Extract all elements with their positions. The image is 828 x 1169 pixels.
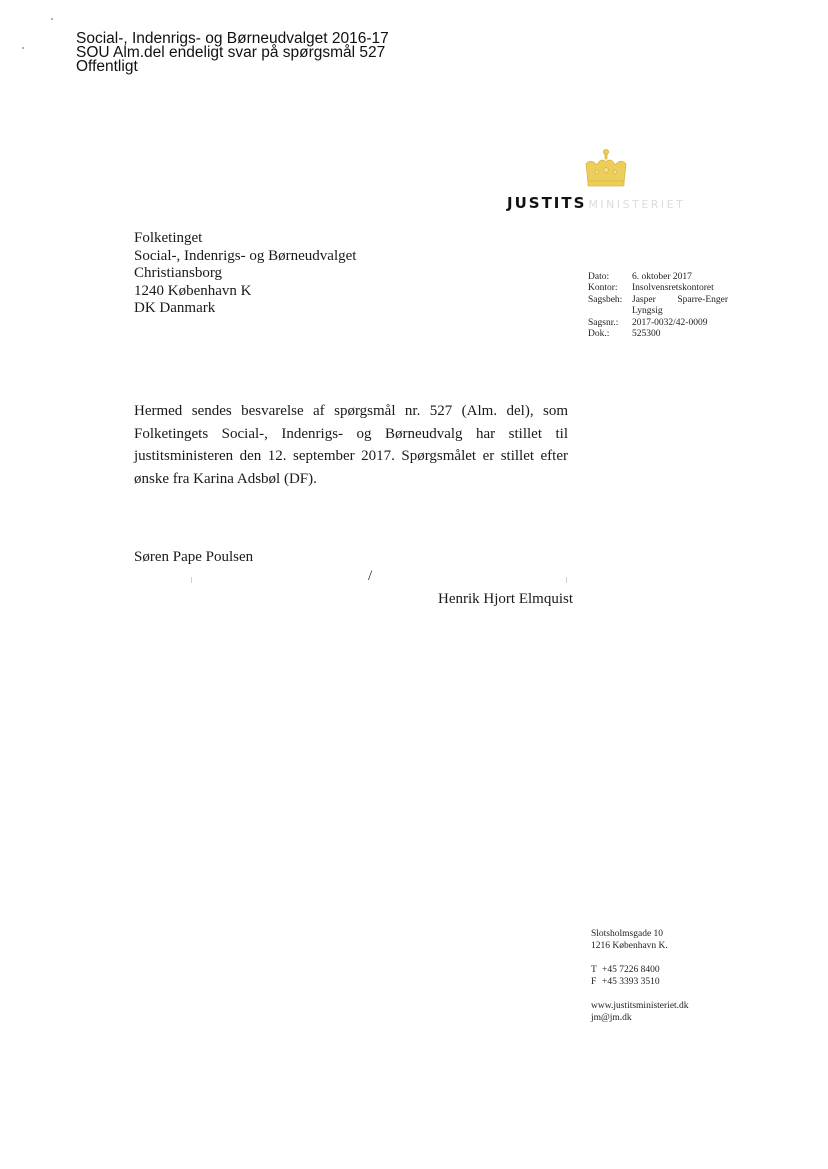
address-line: 1240 København K — [134, 282, 252, 299]
letter-metadata — [588, 272, 728, 340]
scan-mark — [191, 577, 192, 583]
ministry-contact-footer — [591, 929, 689, 1024]
meta-office-row — [588, 283, 728, 294]
logo-faint-text: MINISTERIET — [588, 198, 686, 211]
address-line: Social-, Indenrigs- og Børneudvalget — [134, 247, 357, 264]
footer-street: Slotsholmsgade 10 — [591, 929, 664, 939]
footer-fax-label: F — [591, 976, 597, 987]
signatory-official: Henrik Hjort Elmquist — [438, 591, 573, 607]
stamp-status-line: Offentligt — [76, 58, 138, 75]
footer-spacer — [591, 988, 689, 1001]
footer-spacer — [591, 952, 689, 965]
footer-phone-row — [591, 965, 689, 977]
meta-document-value: 525300 — [632, 329, 661, 340]
ministry-logo — [507, 193, 685, 215]
meta-caseworker-first: Jasper — [632, 294, 656, 305]
meta-case-number-label: Sagsnr.: — [588, 317, 619, 328]
scan-speck — [22, 47, 24, 49]
scan-mark — [566, 577, 567, 583]
recipient-address — [134, 230, 356, 318]
footer-email-link[interactable]: jm@jm.dk — [591, 1012, 632, 1023]
meta-caseworker-value — [632, 295, 728, 306]
address-line: DK Danmark — [134, 300, 216, 316]
footer-fax-row — [591, 977, 689, 989]
stamp-reference-line: SOU Alm.del endeligt svar på spørgsmål 527 — [76, 44, 386, 61]
crown-logo-icon — [583, 148, 629, 190]
letter-body-paragraph: Hermed sendes besvarelse af spørgsmål nr. 527 (Alm. del), som Folketingets Social-, Indenrigs- og Børneudvalg har stillet til justitsministeren den 12. september 2017. Spørgsmålet er stillet efter ønske fra Karina Adsbøl (DF). — [134, 403, 568, 487]
meta-date-value: 6. oktober 2017 — [632, 272, 692, 282]
signature-separator: / — [368, 568, 373, 584]
meta-date-label: Dato: — [588, 272, 610, 282]
document-stamp — [76, 32, 389, 74]
footer-city: 1216 København K. — [591, 940, 668, 951]
meta-caseworker-row — [588, 295, 728, 306]
meta-date-row — [588, 272, 728, 283]
meta-caseworker-continuation: Lyngsig — [632, 306, 663, 317]
logo-strong-text: JUSTITS — [507, 194, 587, 212]
meta-caseworker-label: Sagsbeh: — [588, 294, 623, 305]
footer-fax: +45 3393 3510 — [602, 976, 660, 987]
scan-speck — [51, 18, 53, 20]
meta-document-row — [588, 329, 728, 340]
address-line: Christiansborg — [134, 265, 223, 281]
meta-case-number-row — [588, 318, 728, 329]
footer-phone-label: T — [591, 965, 597, 975]
meta-document-label: Dok.: — [588, 329, 610, 340]
signatory-minister: Søren Pape Poulsen — [134, 549, 254, 565]
meta-office-label: Kontor: — [588, 283, 618, 294]
address-line: Folketinget — [134, 230, 203, 246]
footer-phone: +45 7226 8400 — [602, 965, 660, 975]
footer-website-link[interactable]: www.justitsministeriet.dk — [591, 1001, 689, 1011]
meta-case-number-value: 2017-0032/42-0009 — [632, 317, 708, 328]
meta-office-value: Insolvensretskontoret — [632, 283, 714, 294]
stamp-committee-line: Social-, Indenrigs- og Børneudvalget 2016-17 — [76, 30, 389, 47]
meta-caseworker-second: Sparre-Enger — [677, 294, 728, 305]
